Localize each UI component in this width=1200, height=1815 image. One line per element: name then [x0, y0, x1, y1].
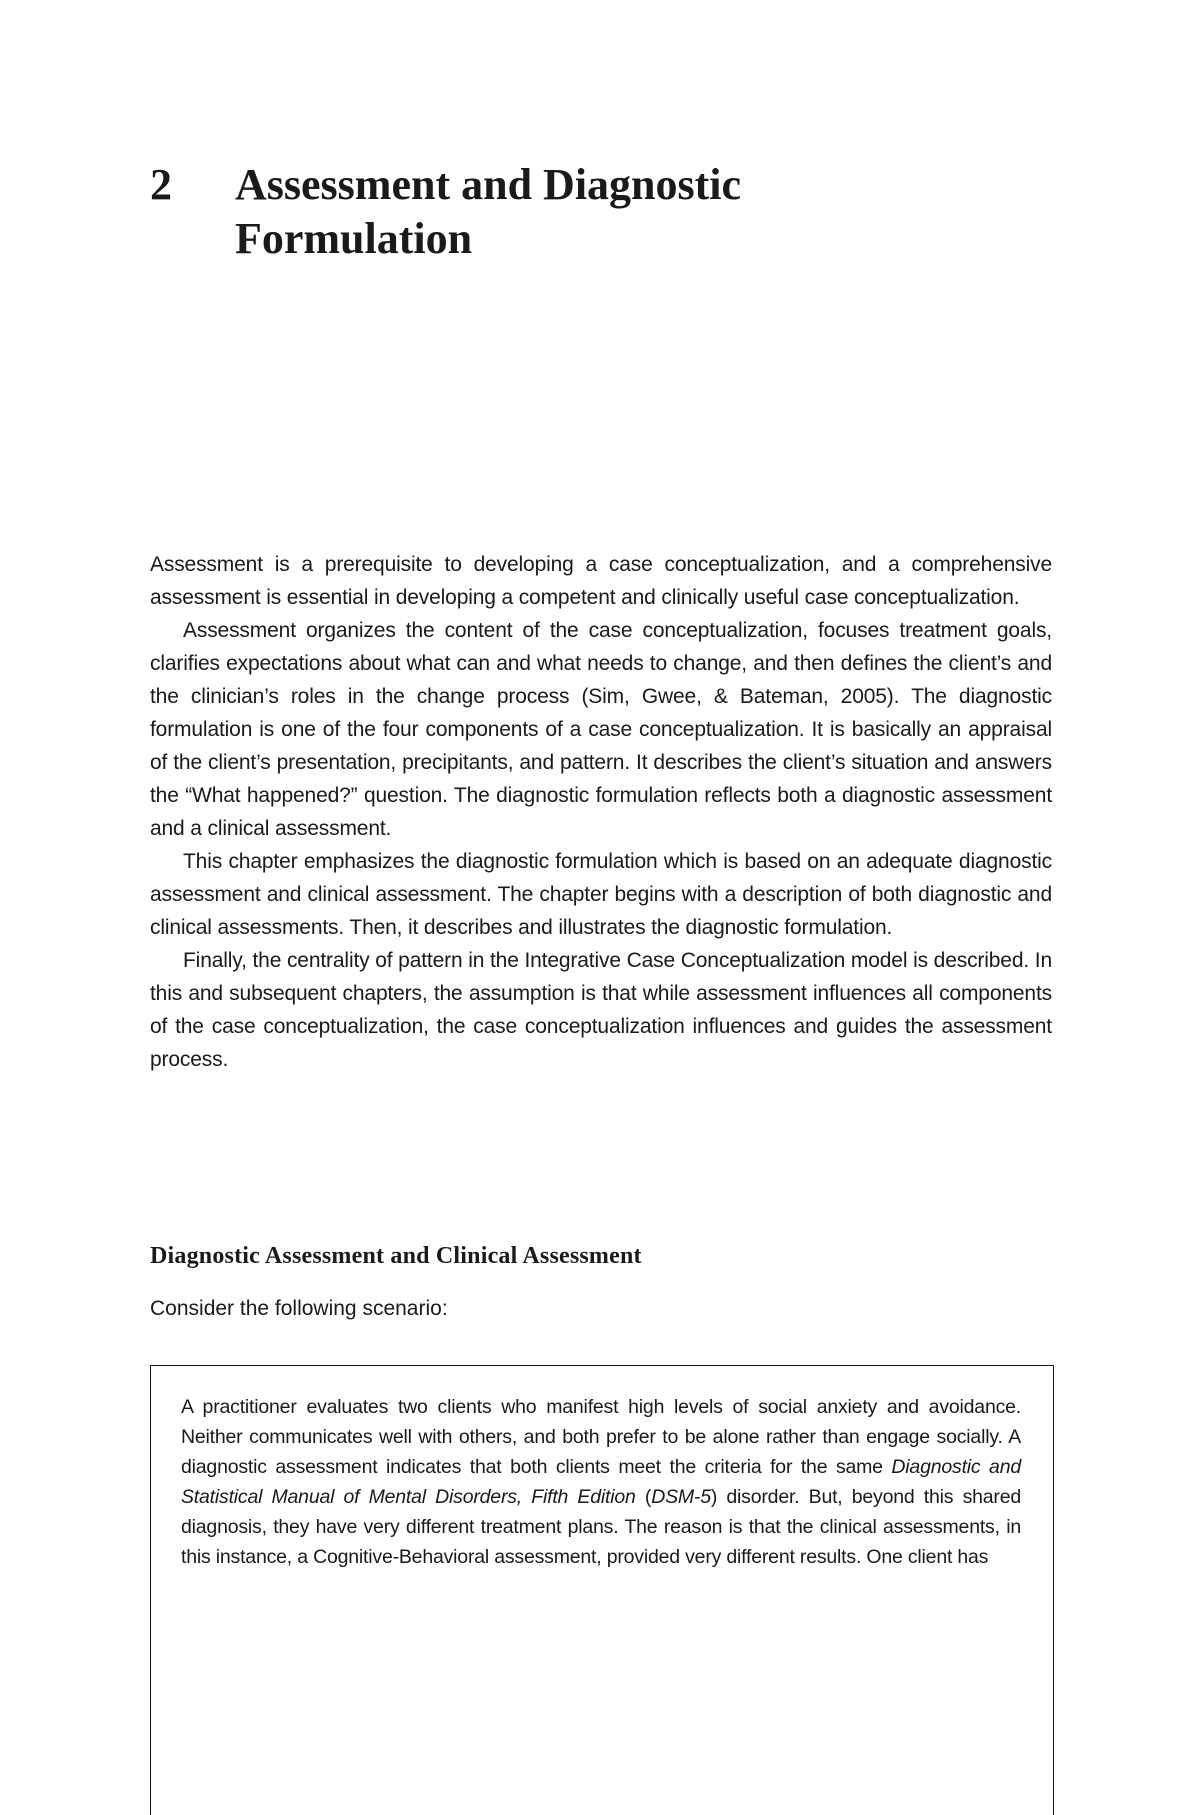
scenario-box	[150, 1365, 1054, 1815]
scenario-text-before-title: A practitioner evaluates two clients who manifest high levels of social anxiety and avoidance. Neither communicates well with others, and both prefer to be alone rather than engage socially. A diagnostic assessment indicates that both clients meet the criteria for the same	[181, 1396, 1021, 1478]
scenario-intro: Consider the following scenario:	[150, 1297, 448, 1320]
body-paragraph-3: This chapter emphasizes the diagnostic formulation which is based on an adequate diagnostic assessment and clinical assessment. The chapter begins with a description of both diagnostic and clinical assessments. Then, it describes and illustrates the diagnostic formulation.	[150, 850, 1052, 939]
scenario-paragraph	[181, 1392, 1021, 1572]
chapter-heading	[150, 158, 1050, 266]
body-text	[150, 548, 1052, 1076]
body-paragraph-2: Assessment organizes the content of the case conceptualization, focuses treatment goals, clarifies expectations about what can and what needs to change, and then defines the client’s and the clinician’s roles in the change process (Sim, Gwee, & Bateman, 2005). The diagnostic formulation is one of the four components of a case conceptualization. It is basically an appraisal of the client’s presentation, precipitants, and pattern. It describes the client’s situation and answers the “What happened?” question. The diagnostic formulation reflects both a diagnostic assessment and a clinical assessment.	[150, 619, 1052, 840]
body-paragraph-4: Finally, the centrality of pattern in the Integrative Case Conceptualization model is described. In this and subsequent chapters, the assumption is that while assessment influences all components of the case conceptualization, the case conceptualization influences and guides the assessment process.	[150, 949, 1052, 1071]
scenario-manual-title: Diagnostic and Statistical Manual of Mental Disorders, Fifth Edition	[181, 1456, 1021, 1508]
section-heading: Diagnostic Assessment and Clinical Assessment	[150, 1243, 642, 1269]
body-paragraph-1: Assessment is a prerequisite to developing a case conceptualization, and a comprehensive assessment is essential in developing a competent and clinically useful case conceptualization.	[150, 553, 1052, 609]
chapter-title-line-1: Assessment and Diagnostic	[235, 160, 742, 209]
chapter-number: 2	[150, 160, 172, 209]
scenario-manual-abbrev: DSM-5	[651, 1486, 711, 1508]
chapter-title	[235, 158, 935, 266]
scenario-paren-open: (	[635, 1486, 652, 1508]
scenario-text-after-title: ) disorder. But, beyond this shared diagnosis, they have very different treatment plans. The reason is that the clinical assessments, in this instance, a Cognitive-Behavioral assessment, provided very different results. One client has	[181, 1486, 1021, 1568]
chapter-title-line-2: Formulation	[235, 214, 473, 263]
scenario-text	[181, 1392, 1021, 1572]
